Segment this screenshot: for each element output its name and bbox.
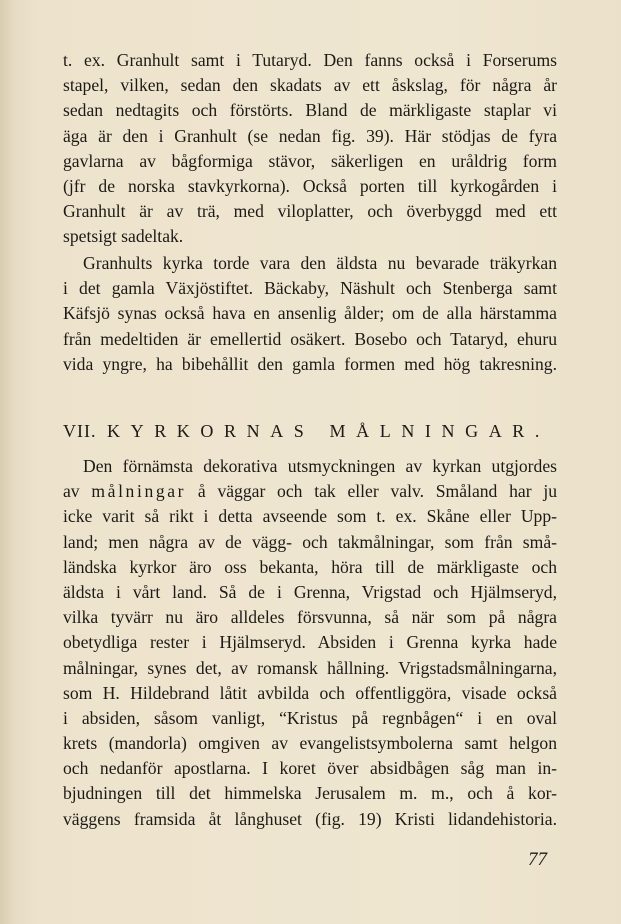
text-line: vida yngre, ha bibehållit den gamla formen med hög takresning. <box>63 353 557 374</box>
text-line: i absiden, såsom vanligt, “Kristus på regnbågen“ i en oval <box>63 707 557 728</box>
text-line: land; men några av de vägg- och takmålningar, som från små- <box>63 531 557 552</box>
text-line: äldsta i vårt land. Så de i Grenna, Vrigstad och Hjälmseryd, <box>63 581 557 602</box>
text-line: t. ex. Granhult samt i Tutaryd. Den fanns också i Forserums <box>63 50 557 70</box>
text-line: vilka tyvärr nu äro alldeles försvunna, så när som på några <box>63 607 557 628</box>
text-line: som H. Hildebrand låtit avbilda och offentliggöra, visade också <box>63 682 557 703</box>
text-line: krets (mandorla) omgiven av evangelistsymbolerna samt helgon <box>63 733 557 754</box>
text-line: gavlarna av bågformiga stävor, säkerligen en uråldrig form <box>63 150 557 171</box>
text-line: i det gamla Växjöstiftet. Bäckaby, Näshult och Stenberga samt <box>63 278 557 299</box>
text-line: Granhult är av trä, med viloplatter, och överbyggd med ett <box>63 201 557 222</box>
text-fragment: av <box>63 481 80 502</box>
paragraph-1 <box>63 48 557 250</box>
page-number: 77 <box>528 849 547 870</box>
text-fragment: å väggar och tak eller valv. Småland har ju <box>197 481 557 502</box>
paragraph-2 <box>63 251 557 377</box>
text-line: icke varit så rikt i detta avseende som t. ex. Skåne eller Upp- <box>63 506 557 527</box>
text-line: sedan nedtagits och förstörts. Bland de märkligaste staplar vi <box>63 100 557 121</box>
text-line: Den förnämsta dekorativa utsmyckningen av kyrkan utgjordes <box>83 456 557 476</box>
text-line: bjudningen till det himmelska Jerusalem m. m., och å kor- <box>63 783 557 804</box>
emphasized-word: målningar <box>91 481 187 502</box>
text-line: ländska kyrkor äro oss bekanta, höra till de märkligaste och <box>63 556 557 577</box>
text-line: målningar, synes det, av romansk hållning. Vrigstadsmålningarna, <box>63 657 557 678</box>
text-line: spetsigt sadeltak. <box>63 226 184 247</box>
section-number: VII. <box>63 421 97 441</box>
text-line: (jfr de norska stavkyrkorna). Också porten till kyrkogården i <box>63 175 557 196</box>
text-line: från medeltiden är emellertid osäkert. Bosebo och Tataryd, ehuru <box>63 328 557 349</box>
section-heading <box>63 416 557 446</box>
text-line: äga är den i Granhult (se nedan fig. 39). Här stödjas de fyra <box>63 125 557 146</box>
text-line: Käfsjö synas också hava en ansenlig ålder; om de alla härstamma <box>63 303 557 324</box>
paragraph-3 <box>63 454 557 832</box>
text-line: och nedanför apostlarna. I koret över absidbågen såg man in- <box>63 758 557 779</box>
text-line: Granhults kyrka torde vara den äldsta nu bevarade träkyrkan <box>83 253 557 273</box>
text-line: stapel, vilken, sedan den skadats av ett åskslag, för några år <box>63 75 557 96</box>
text-line-with-emphasis <box>63 479 557 504</box>
section-title: KYRKORNAS MÅLNINGAR. <box>107 421 551 441</box>
text-line: väggens framsida åt långhuset (fig. 19) Kristi lidandehistoria. <box>63 808 557 829</box>
text-line: obetydliga rester i Hjälmseryd. Absiden i Grenna kyrka hade <box>63 632 557 653</box>
